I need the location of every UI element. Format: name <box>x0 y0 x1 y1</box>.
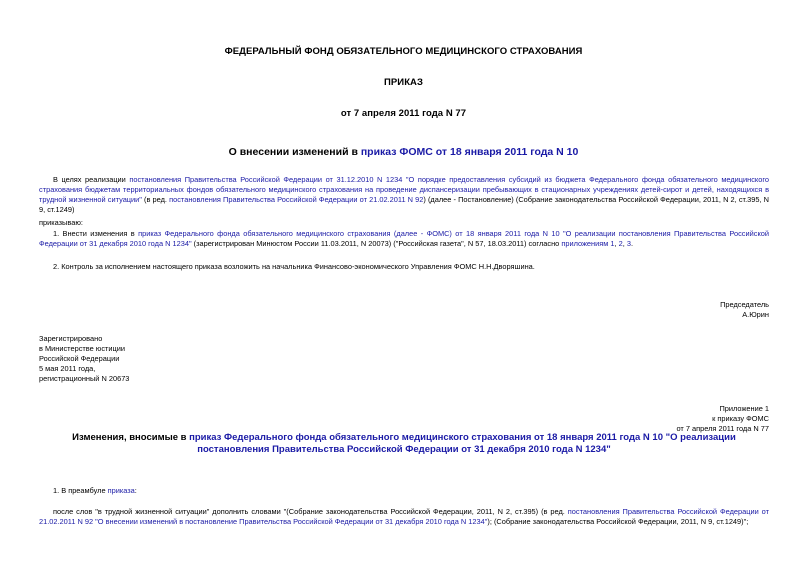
change1-text-1: 1. В преамбуле <box>53 486 108 495</box>
item1-text-4: , <box>622 239 627 248</box>
item1-text-3: , <box>614 239 619 248</box>
change1-text-2: : <box>134 486 137 495</box>
preamble-link-decree[interactable]: постановления Правительства Российской Федерации от 31.12.2010 N 1234 "О порядке предоставления субсидий из бюджета Федерального фонда обязательного медицинского страхования бюджетам территориальных фондов обязательного медицинского страхования на проведение диспансеризации пребывающих в стационарных учреждениях детей-сирот и детей, находящихся в трудной жизненной ситуации" <box>39 175 769 204</box>
change1-body-text-2: ); (Собрание законодательства Российской Федерации, 2011, N 9, ст.1249)"; <box>487 517 749 526</box>
subject-link[interactable]: приказ ФОМС от 18 января 2011 года N 10 <box>360 146 579 158</box>
item-2-paragraph: 2. Контроль за исполнением настоящего приказа возложить на начальника Финансово-экономического Управления ФОМС Н.Н.Дворяшина. <box>53 262 535 271</box>
item1-text-1: 1. Внести изменения в <box>53 229 139 238</box>
signature-block <box>720 300 769 320</box>
item1-text-5: . <box>630 239 634 248</box>
change-1-heading <box>53 486 137 496</box>
signature-name: А.Юрин <box>742 310 769 319</box>
preamble-link-amendment[interactable]: постановления Правительства Российской Федерации от 21.02.2011 N 92 <box>169 195 424 204</box>
changes-title-link[interactable]: приказ Федерального фонда обязательного медицинского страхования от 18 января 2011 года N 10 "О реализации постановления Правительства Российской Федерации от 31 декабря 2010 года N 1234" <box>189 432 736 455</box>
item1-link-order[interactable]: приказ Федерального фонда обязательного медицинского страхования (далее - ФОМС) от 18 января 2011 года N 10 "О реализации постановления Правительства Российской Федерации от 31 декабря 2010 года N 1234" <box>39 229 770 248</box>
subject-prefix: О внесении изменений в <box>228 146 361 158</box>
signature-title: Председатель <box>720 300 769 309</box>
appendix-line-3: от 7 апреля 2011 года N 77 <box>676 424 769 433</box>
preamble-text-1: В целях реализации <box>53 175 130 184</box>
doc-date: от 7 апреля 2011 года N 77 <box>340 108 467 119</box>
registration-block <box>39 334 129 384</box>
registration-line-1: Зарегистрировано <box>39 334 103 343</box>
appendix-block <box>676 404 769 434</box>
item1-link-appendix-1[interactable]: приложениям 1 <box>561 239 615 248</box>
doc-subject <box>0 146 807 158</box>
item-1-paragraph <box>39 229 769 249</box>
appendix-line-1: Приложение 1 <box>719 404 769 413</box>
change1-link-order[interactable]: приказа <box>107 486 135 495</box>
order-word: приказываю: <box>39 218 83 227</box>
change1-body-link[interactable]: постановления Правительства Российской Федерации от 21.02.2011 N 92 "О внесении изменений в постановление Правительства Российской Федерации от 31 декабря 2010 года N 1234" <box>39 507 769 526</box>
registration-line-4: 5 мая 2011 года, <box>39 364 96 373</box>
item1-text-2: (зарегистрирован Минюстом России 11.03.2011, N 20073) ("Российская газета", N 57, 18.03.2011) согласно <box>191 239 562 248</box>
item1-link-appendix-3[interactable]: 3 <box>626 239 631 248</box>
change-1-paragraph <box>39 507 769 527</box>
org-title: ФЕДЕРАЛЬНЫЙ ФОНД ОБЯЗАТЕЛЬНОГО МЕДИЦИНСКОГО СТРАХОВАНИЯ <box>224 46 583 57</box>
preamble-paragraph <box>39 175 769 215</box>
registration-line-2: в Министерстве юстиции <box>39 344 126 353</box>
changes-title-prefix: Изменения, вносимые в <box>72 432 190 443</box>
preamble-text-2: (в ред. <box>141 195 170 204</box>
change1-body-text-1: после слов "в трудной жизненной ситуации" дополнить словами "(Собрание законодательства Российской Федерации, 2011, N 2, ст.395) (в ред. <box>53 507 568 516</box>
appendix-line-2: к приказу ФОМС <box>712 414 769 423</box>
item1-link-appendix-2[interactable]: 2 <box>618 239 623 248</box>
doc-type: ПРИКАЗ <box>384 77 423 88</box>
registration-line-3: Российской Федерации <box>39 354 120 363</box>
preamble-text-3: ) (далее - Постановление) (Собрание законодательства Российской Федерации, 2011, N 2, ст.395, N 9, ст.1249) <box>39 195 769 214</box>
registration-line-5: регистрационный N 20673 <box>39 374 130 383</box>
changes-title <box>45 432 763 456</box>
